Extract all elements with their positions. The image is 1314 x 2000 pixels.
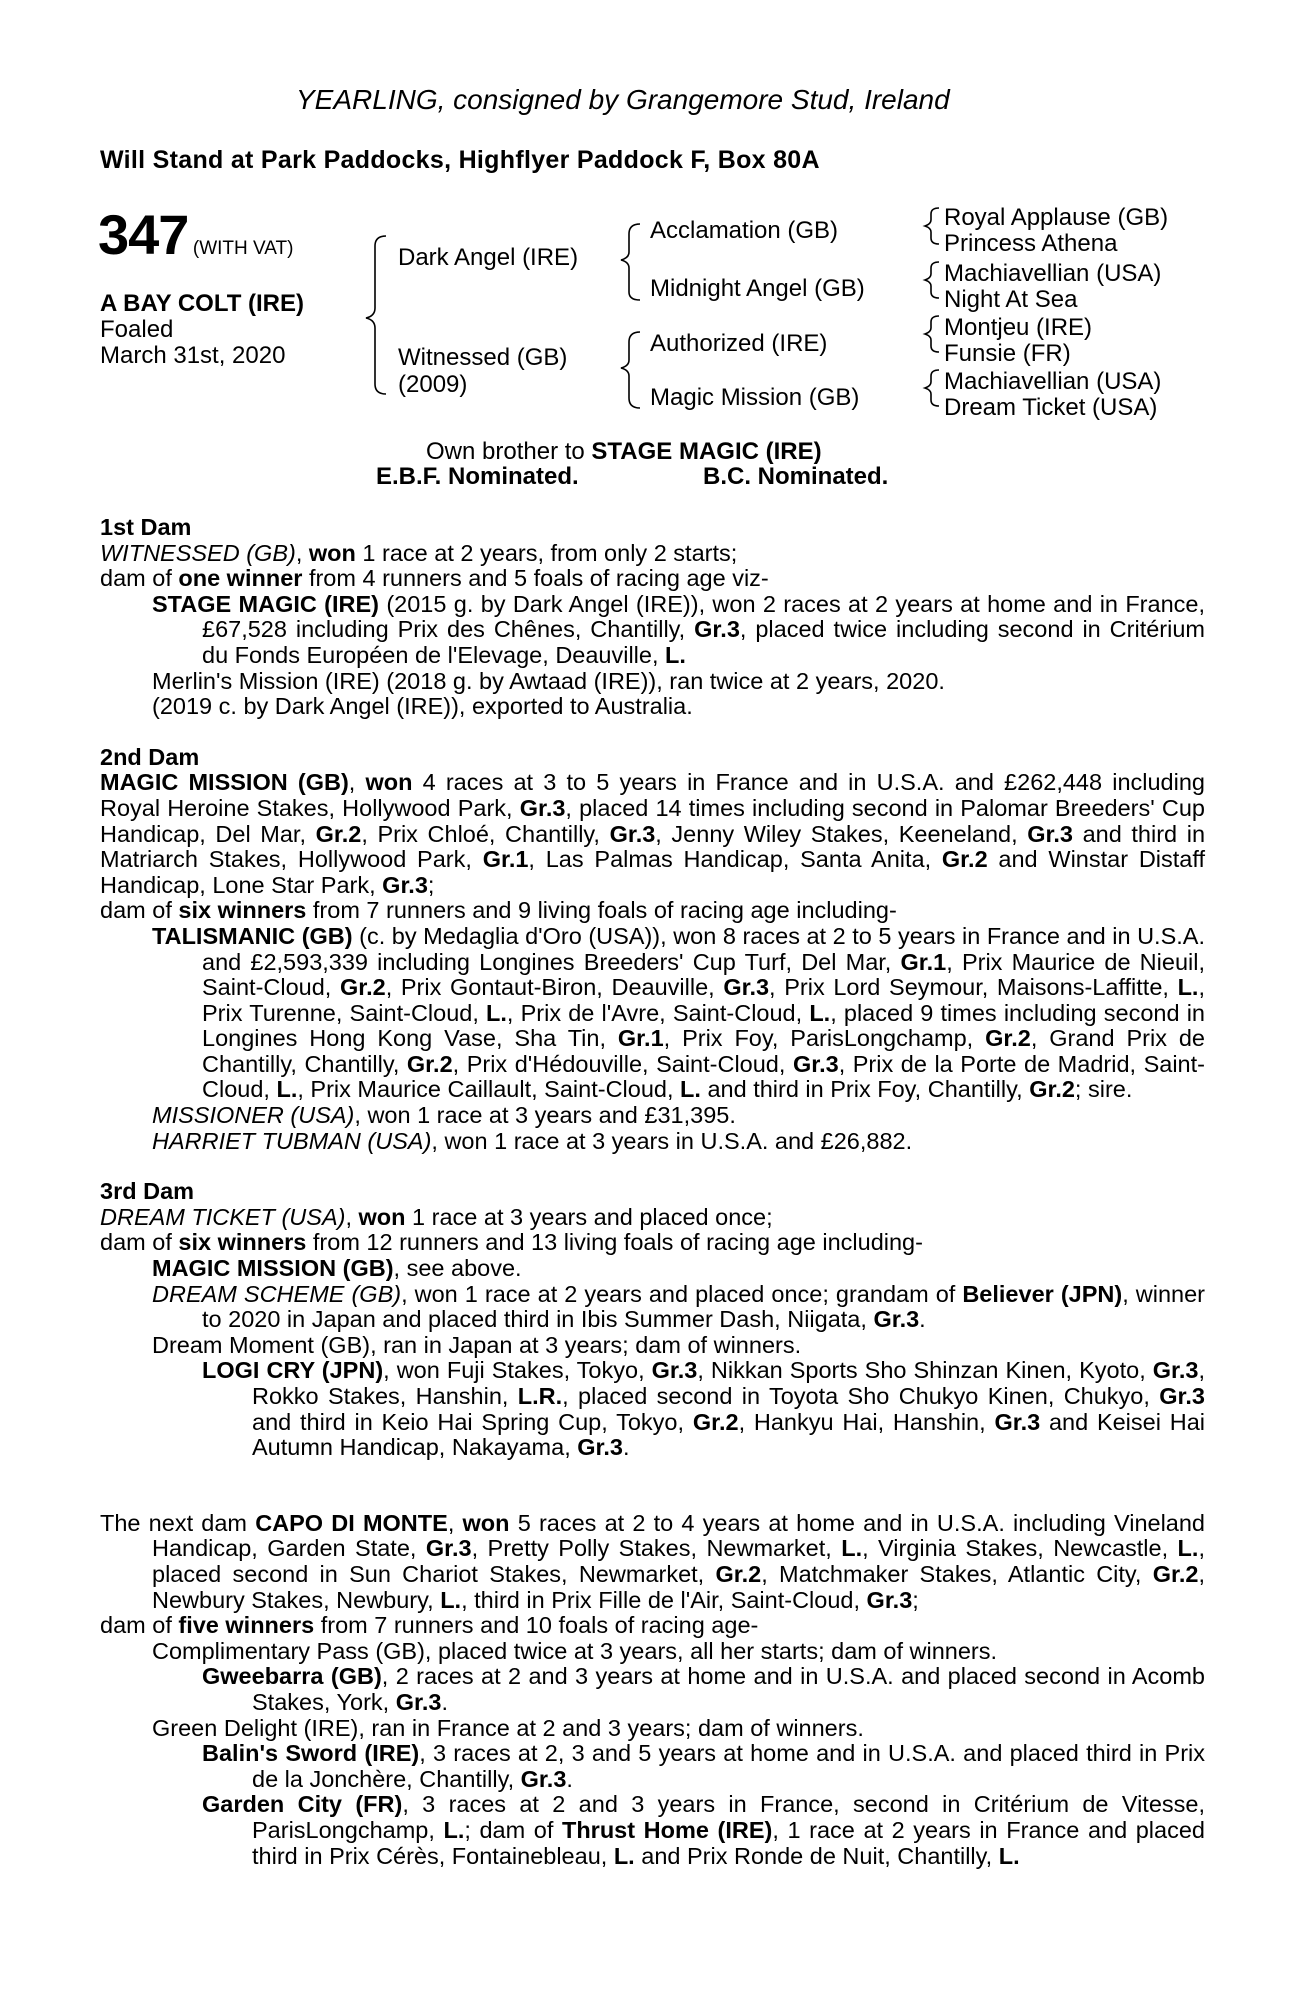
- grade: L.: [680, 1076, 701, 1103]
- dam-dam: Magic Mission (GB): [650, 384, 860, 411]
- dam-sire: Authorized (IRE): [650, 330, 828, 357]
- grade: Gr.1: [900, 948, 947, 975]
- dam3-record: DREAM TICKET (USA), won 1 race at 3 years and placed once;: [100, 1203, 773, 1230]
- text: (2015 g. by Dark Angel (IRE)), won 2 races at 2 years at home and in France, £67,528 including Prix des Chênes, Chantilly,: [202, 590, 1205, 643]
- text: ,: [447, 1509, 463, 1536]
- produce-magic-mission: [152, 1256, 1205, 1282]
- own-brother-note: [426, 438, 822, 466]
- text: .: [441, 1688, 448, 1715]
- produce-2019-colt: (2019 c. by Dark Angel (IRE)), exported to Australia.: [152, 693, 693, 720]
- won-label: won: [308, 539, 356, 566]
- grade: L.: [665, 641, 686, 668]
- dam1-record: WITNESSED (GB), won 1 race at 2 years, from only 2 starts;: [100, 539, 738, 566]
- grade: L.: [443, 1816, 465, 1843]
- horse-name: DREAM SCHEME (GB): [152, 1280, 402, 1307]
- sire-dam: Midnight Angel (GB): [650, 275, 865, 302]
- grade: Gr.3: [520, 1765, 567, 1792]
- text: , Las Palmas Handicap, Santa Anita,: [528, 846, 942, 873]
- text: .: [622, 1434, 630, 1461]
- text: 4 races at 3 to 5 years in France and in U.S.A. and £262,448 including Royal Heroine Stakes, Hollywood Park,: [100, 769, 1205, 821]
- won-label: won: [358, 1203, 406, 1230]
- text: .: [566, 1765, 573, 1792]
- text: and Winstar Distaff Handicap, Lone Star Park,: [100, 846, 1206, 898]
- text: ;: [912, 1586, 919, 1613]
- produce-dream-moment: Dream Moment (GB), ran in Japan at 3 years; dam of winners.: [152, 1331, 802, 1358]
- grade: Gr.3: [519, 794, 566, 821]
- sire-name: Dark Angel (IRE): [398, 244, 579, 271]
- horse-name: Garden City (FR): [202, 1791, 403, 1818]
- dam1-record-text: 1 race at 2 years, from only 2 starts;: [355, 539, 738, 566]
- text: from 4 runners and 5 foals of racing age viz-: [302, 565, 769, 592]
- text: , Prix Gontaut-Biron, Deauville,: [385, 974, 724, 1001]
- grade: L.: [1177, 1535, 1199, 1562]
- dam1-heading: 1st Dam: [100, 514, 192, 540]
- horse-name: Balin's Sword (IRE): [202, 1740, 420, 1767]
- dam2-heading: 2nd Dam: [100, 743, 200, 770]
- text: , won 1 race at 3 years and £31,395.: [354, 1102, 736, 1129]
- produce-merlins-mission: Merlin's Mission (IRE) (2018 g. by Awtaad (IRE)), ran twice at 2 years, 2020.: [152, 667, 945, 694]
- gg-7: Machiavellian (USA): [944, 368, 1162, 395]
- text: , Prix Foy, ParisLongchamp,: [663, 1025, 986, 1052]
- winners-count: one winner: [178, 565, 303, 592]
- brace-sire: [621, 224, 640, 300]
- grade: Gr.2: [941, 846, 988, 873]
- winners-count: six winners: [178, 897, 307, 924]
- dam3-produce-summary: [100, 1230, 1205, 1256]
- grade: Gr.3: [694, 616, 740, 643]
- text: , 1 race at 2 years in France and placed third in Prix Cérès, Fontainebleau,: [252, 1816, 1205, 1869]
- text: , 2 races at 2 and 3 years at home and in U.S.A. and placed second in Acomb Stakes, York,: [252, 1663, 1205, 1715]
- produce-gweebarra: [202, 1664, 1205, 1715]
- grade: Gr.3: [994, 1408, 1041, 1435]
- text: dam of: [100, 1229, 179, 1256]
- text: , placed twice including second in Critérium du Fonds Européen de l'Elevage, Deauville,: [202, 616, 1205, 668]
- grade: L.R.: [517, 1383, 563, 1409]
- dam2-record: MAGIC MISSION (GB), won 4 races at 3 to 5 years in France and in U.S.A. and £262,448 including Royal Heroine Stakes, Hollywood Park, Gr.3, placed 14 times including second in Palomar Breeders' Cup Handicap, Del Mar, Gr.2, Prix Chloé, Chantilly, Gr.3, Jenny Wiley Stakes, Keeneland, Gr.3 and third in Matriarch Stakes, Hollywood Park, Gr.1, Las Palmas Handicap, Santa Anita, Gr.2 and Winstar Distaff Handicap, Lone Star Park, Gr.3;: [100, 769, 1206, 898]
- text: and Prix Ronde de Nuit, Chantilly,: [634, 1842, 999, 1869]
- text: , Pretty Polly Stakes, Newmarket,: [471, 1535, 842, 1562]
- grade: Gr.2: [315, 820, 362, 847]
- text: , placed second in Sun Chariot Stakes, Newmarket,: [152, 1535, 1205, 1587]
- stand-location: Will Stand at Park Paddocks, Highflyer Paddock F, Box 80A: [100, 146, 820, 174]
- grade: Gr.3: [577, 1434, 623, 1461]
- text: , winner to 2020 in Japan and placed third in Ibis Summer Dash, Niigata,: [202, 1280, 1205, 1333]
- grade: L.: [841, 1535, 863, 1562]
- grade: L.: [276, 1076, 298, 1103]
- produce-complimentary-pass: Complimentary Pass (GB), placed twice at 3 years, all her starts; dam of winners.: [152, 1637, 998, 1664]
- produce-talismanic: [152, 924, 1205, 1103]
- grade: Gr.1: [617, 1025, 664, 1052]
- grade: Gr.3: [395, 1688, 442, 1715]
- vat-label: (WITH VAT): [192, 238, 294, 259]
- dam-name: Witnessed (GB): [398, 344, 568, 371]
- grade: L.: [998, 1842, 1020, 1869]
- next-dam-produce-summary: [100, 1613, 1205, 1639]
- text: from 7 runners and 10 foals of racing age-: [314, 1612, 759, 1639]
- text: , placed 14 times including second in Palomar Breeders' Cup Handicap, Del Mar,: [100, 794, 1205, 847]
- horse-name: Believer (JPN): [962, 1280, 1123, 1307]
- text: , Prix de la Porte de Madrid, Saint-Cloud,: [202, 1050, 1205, 1103]
- text: , Prix Chloé, Chantilly,: [361, 820, 610, 847]
- produce-garden-city: [202, 1792, 1205, 1869]
- grade: Gr.2: [692, 1408, 739, 1435]
- grade: L.: [486, 999, 507, 1026]
- grade: Gr.3: [866, 1586, 913, 1613]
- text: , Grand Prix de Chantilly, Chantilly,: [202, 1025, 1205, 1077]
- text: and Keisei Hai Autumn Handicap, Nakayama,: [252, 1408, 1205, 1461]
- text: .: [919, 1306, 926, 1333]
- grade: Gr.2: [1029, 1076, 1075, 1103]
- grade: L.: [613, 1842, 635, 1869]
- winners-count: six winners: [178, 1229, 307, 1256]
- grade: Gr.3: [723, 974, 770, 1001]
- gg-1: Royal Applause (GB): [944, 204, 1169, 231]
- grade: Gr.2: [339, 974, 386, 1001]
- text: from 7 runners and 9 living foals of racing age including-: [306, 897, 897, 924]
- produce-missioner: [152, 1103, 1205, 1129]
- text: (c. by Medaglia d'Oro (USA)), won 8 races at 2 to 5 years in France and in U.S.A. and £2,593,339 including Longines Breeders' Cup Turf, Del Mar,: [202, 922, 1205, 975]
- ebf-nominated: E.B.F. Nominated.: [376, 463, 579, 490]
- text: The next dam: [100, 1509, 256, 1536]
- horse-name: MAGIC MISSION (GB): [152, 1255, 394, 1282]
- grade: Gr.3: [792, 1050, 839, 1077]
- foaled-date: March 31st, 2020: [100, 342, 286, 369]
- text: , Prix Maurice Caillault, Saint-Cloud,: [297, 1076, 681, 1103]
- text: and third in Prix Foy, Chantilly,: [700, 1076, 1030, 1103]
- lot-number: 347: [98, 203, 189, 266]
- grade: Gr.3: [651, 1357, 698, 1384]
- consignor-line: YEARLING, consigned by Grangemore Stud, Ireland: [296, 84, 950, 115]
- dam3-heading: 3rd Dam: [100, 1178, 195, 1205]
- brace-g2: [925, 262, 939, 298]
- text: , Prix Lord Seymour, Maisons-Laffitte,: [769, 974, 1178, 1001]
- grade: L.: [440, 1586, 462, 1613]
- text: from 12 runners and 13 living foals of racing age including-: [306, 1229, 923, 1256]
- text: , Nikkan Sports Sho Shinzan Kinen, Kyoto,: [697, 1357, 1153, 1384]
- gg-3: Machiavellian (USA): [944, 260, 1162, 287]
- catalogue-body: [100, 515, 1205, 1869]
- text: and third in Keio Hai Spring Cup, Tokyo,: [252, 1408, 693, 1435]
- foaled-label: Foaled: [100, 316, 174, 343]
- text: , Prix Maurice de Nieuil, Saint-Cloud,: [202, 948, 1205, 1001]
- grade: Gr.3: [873, 1306, 920, 1333]
- grade: Gr.3: [425, 1535, 472, 1562]
- text: , third in Prix Fille de l'Air, Saint-Cloud,: [461, 1586, 867, 1613]
- text: , Jenny Wiley Stakes, Keeneland,: [655, 820, 1028, 847]
- gg-4: Night At Sea: [944, 286, 1078, 313]
- next-dam-record: [100, 1511, 1205, 1613]
- won-label: won: [365, 769, 413, 796]
- gg-8: Dream Ticket (USA): [944, 394, 1158, 421]
- own-brother-name: STAGE MAGIC (IRE): [591, 438, 822, 465]
- brace-g3: [925, 316, 939, 352]
- text: 1 race at 3 years and placed once;: [405, 1203, 773, 1230]
- grade: Gr.2: [406, 1050, 453, 1077]
- grade: Gr.1: [482, 846, 529, 873]
- horse-name: STAGE MAGIC (IRE): [152, 590, 380, 617]
- grade: Gr.3: [1027, 820, 1073, 847]
- horse-name: LOGI CRY (JPN): [202, 1357, 384, 1384]
- grade: Gr.2: [985, 1025, 1031, 1052]
- brace-main: [366, 236, 386, 394]
- brace-g1: [925, 208, 939, 244]
- text: , won 1 race at 3 years in U.S.A. and £26,882.: [431, 1127, 913, 1154]
- next-dam-name: CAPO DI MONTE: [255, 1509, 448, 1536]
- winners-count: five winners: [178, 1612, 315, 1639]
- text: dam of: [100, 1612, 179, 1639]
- own-brother-prefix: Own brother to: [426, 438, 592, 465]
- text: , Prix Turenne, Saint-Cloud,: [202, 974, 1205, 1026]
- sire-sire: Acclamation (GB): [650, 217, 839, 244]
- text: , Virginia Stakes, Newcastle,: [862, 1535, 1178, 1562]
- brace-g4: [925, 370, 939, 406]
- grade: L.: [1177, 974, 1199, 1001]
- grade: Gr.3: [1159, 1383, 1205, 1409]
- text: , Matchmaker Stakes, Atlantic City,: [761, 1560, 1153, 1587]
- text: , see above.: [393, 1255, 522, 1282]
- brace-dam: [621, 332, 640, 408]
- text: , 3 races at 2 and 3 years in France, second in Critérium de Vitesse, ParisLongchamp,: [252, 1791, 1205, 1843]
- grade: Gr.3: [1152, 1357, 1199, 1384]
- dam1-produce-summary: [100, 566, 1205, 592]
- horse-name: TALISMANIC (GB): [152, 922, 353, 949]
- text: , placed second in Toyota Sho Chukyo Kinen, Chukyo,: [562, 1383, 1160, 1409]
- produce-harriet-tubman: [152, 1129, 1205, 1155]
- dam3-name: DREAM TICKET (USA): [100, 1203, 346, 1230]
- dam1-name: WITNESSED (GB): [100, 539, 296, 566]
- produce-green-delight: Green Delight (IRE), ran in France at 2 and 3 years; dam of winners.: [152, 1714, 864, 1741]
- text: , won Fuji Stakes, Tokyo,: [383, 1357, 652, 1384]
- produce-dream-scheme: [152, 1282, 1205, 1333]
- text: 5 races at 2 to 4 years at home and in U.S.A. including Vineland Handicap, Garden State,: [152, 1509, 1206, 1562]
- produce-stage-magic: [152, 592, 1205, 669]
- produce-logi-cry: [202, 1358, 1205, 1460]
- dam-year: (2009): [398, 371, 468, 398]
- text: , placed 9 times including second in Longines Hong Kong Vase, Sha Tin,: [202, 999, 1205, 1052]
- text: , Prix de l'Avre, Saint-Cloud,: [506, 999, 810, 1026]
- text: ; dam of: [464, 1816, 562, 1843]
- horse-name: HARRIET TUBMAN (USA): [152, 1127, 432, 1154]
- horse-name: MISSIONER (USA): [152, 1102, 355, 1129]
- dam2-name: MAGIC MISSION (GB): [100, 769, 349, 796]
- text: , Rokko Stakes, Hanshin,: [252, 1357, 1205, 1409]
- text: , Prix d'Hédouville, Saint-Cloud,: [452, 1050, 793, 1077]
- grade: Gr.2: [715, 1560, 762, 1587]
- bc-nominated: B.C. Nominated.: [703, 463, 889, 490]
- gg-5: Montjeu (IRE): [944, 314, 1093, 341]
- text: , 3 races at 2, 3 and 5 years at home and in U.S.A. and placed third in Prix de la Jonchère, Chantilly,: [252, 1740, 1205, 1792]
- grade: Gr.3: [382, 871, 428, 898]
- text: and third in Matriarch Stakes, Hollywood Park,: [100, 820, 1206, 873]
- text: ; sire.: [1074, 1076, 1133, 1103]
- won-label: won: [462, 1509, 510, 1536]
- gg-2: Princess Athena: [944, 230, 1118, 257]
- grade: Gr.3: [609, 820, 656, 847]
- produce-balins-sword: [202, 1741, 1205, 1792]
- horse-name: Gweebarra (GB): [202, 1663, 382, 1690]
- text: dam of: [100, 565, 179, 592]
- dam2-produce-summary: [100, 898, 1205, 924]
- text: , won 1 race at 2 years and placed once; grandam of: [401, 1280, 963, 1307]
- text: , Hankyu Hai, Hanshin,: [738, 1408, 995, 1435]
- horse-name: Thrust Home (IRE): [561, 1816, 773, 1843]
- grade: Gr.2: [1152, 1560, 1199, 1587]
- gg-6: Funsie (FR): [944, 340, 1071, 367]
- lot-title: A BAY COLT (IRE): [100, 290, 305, 317]
- text: ;: [427, 871, 435, 898]
- grade: L.: [809, 999, 831, 1026]
- text: dam of: [100, 897, 179, 924]
- text: , Newbury Stakes, Newbury,: [152, 1560, 1205, 1613]
